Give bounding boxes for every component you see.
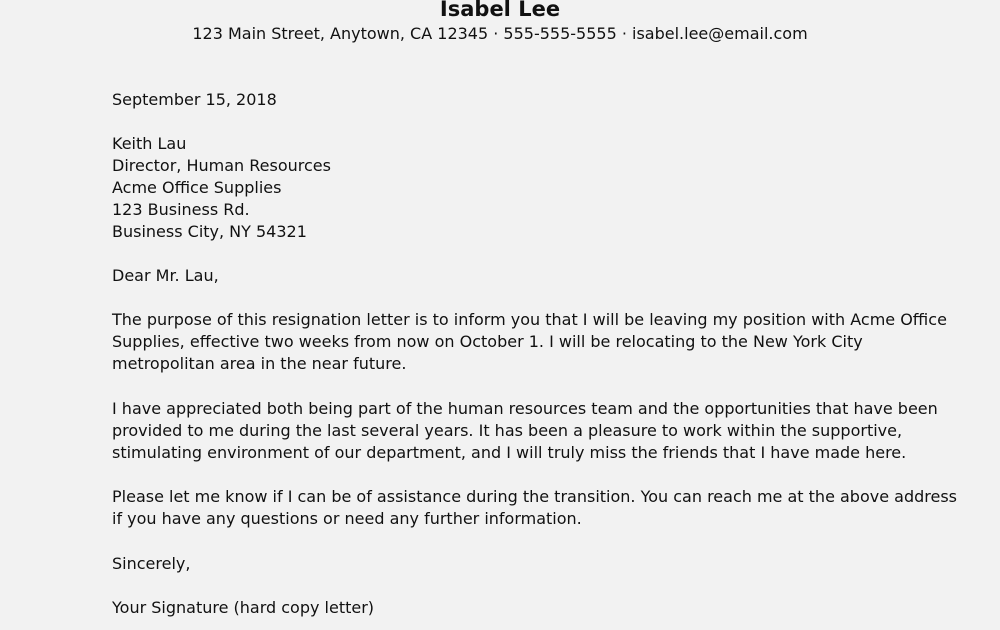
recipient-address-block	[112, 133, 912, 243]
paragraph-line: if you have any questions or need any further information.	[112, 509, 582, 528]
signature-line: Your Signature (hard copy letter)	[112, 598, 375, 617]
recipient-name: Keith Lau	[112, 134, 187, 153]
recipient-title: Director, Human Resources	[112, 156, 331, 175]
recipient-city: Business City, NY 54321	[112, 222, 307, 241]
closing: Sincerely,	[112, 554, 191, 573]
paragraph-line: provided to me during the last several years. It has been a pleasure to work within the supportive,	[112, 421, 903, 440]
letter-date: September 15, 2018	[112, 90, 277, 109]
paragraph-line: metropolitan area in the near future.	[112, 354, 407, 373]
recipient-company: Acme Office Supplies	[112, 178, 282, 197]
sender-name: Isabel Lee	[439, 0, 561, 21]
paragraph-line: The purpose of this resignation letter is to inform you that I will be leaving my position with Acme Office	[112, 310, 947, 329]
paragraph-3	[112, 486, 957, 530]
paragraph-line: Please let me know if I can be of assistance during the transition. You can reach me at the above address	[112, 487, 957, 506]
salutation: Dear Mr. Lau,	[112, 266, 219, 285]
recipient-street: 123 Business Rd.	[112, 200, 250, 219]
paragraph-2	[112, 398, 938, 464]
paragraph-line: stimulating environment of our department, and I will truly miss the friends that I have made here.	[112, 443, 907, 462]
paragraph-line: Supplies, effective two weeks from now on October 1. I will be relocating to the New York City	[112, 332, 863, 351]
sender-contact-line: 123 Main Street, Anytown, CA 12345 · 555-555-5555 · isabel.lee@email.com	[192, 24, 808, 43]
paragraph-line: I have appreciated both being part of the human resources team and the opportunities that have been	[112, 399, 938, 418]
paragraph-1	[112, 309, 947, 375]
